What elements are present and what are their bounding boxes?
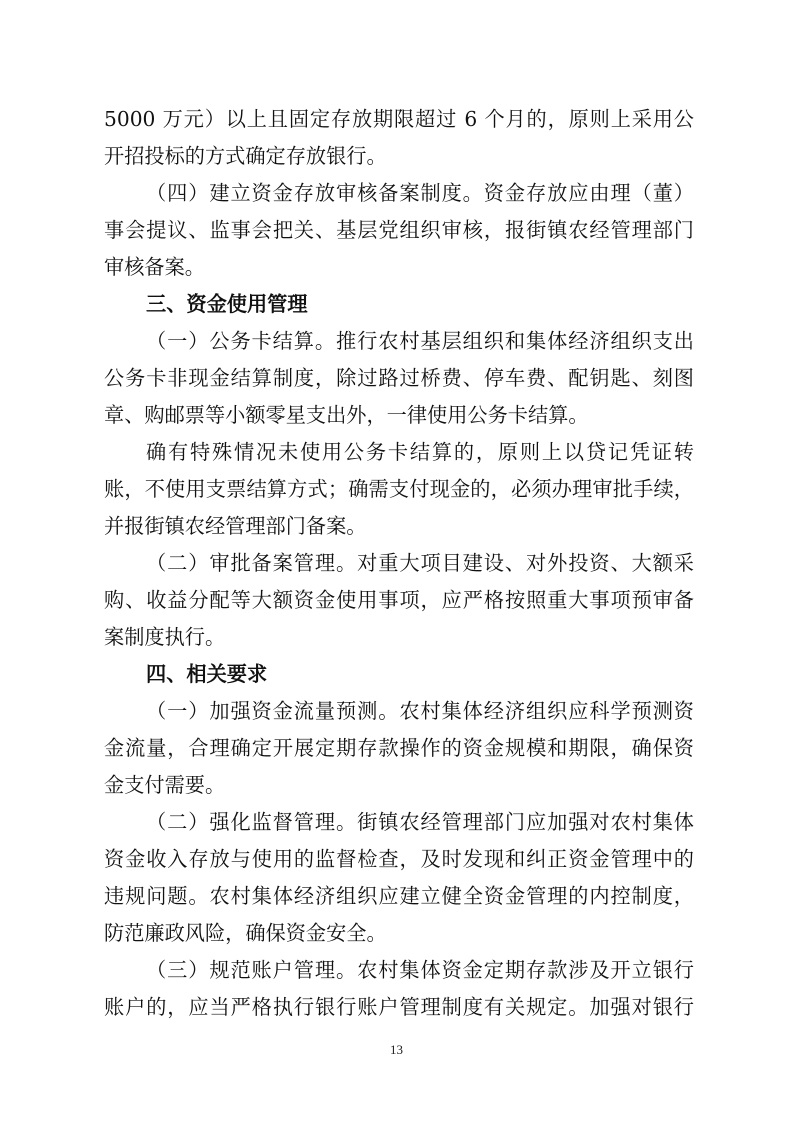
text-line: 购、收益分配等大额资金使用事项，应严格按照重大事项预审备 (104, 588, 694, 612)
text-line: （一）公务卡结算。推行农村基层组织和集体经济组织支出 (146, 329, 694, 353)
text-line: 5000 万元）以上且固定存放期限超过 6 个月的，原则上采用公 (104, 107, 694, 131)
text-line: 确有特殊情况未使用公务卡结算的，原则上以贷记凭证转 (146, 440, 694, 464)
text-line: （四）建立资金存放审核备案制度。资金存放应由理（董） (146, 181, 694, 205)
text-line: 金支付需要。 (104, 773, 226, 797)
text-line: 金流量，合理确定开展定期存款操作的资金规模和期限，确保资 (104, 736, 694, 760)
text-line: 资金收入存放与使用的监督检查，及时发现和纠正资金管理中的 (104, 847, 694, 871)
text-line: 事会提议、监事会把关、基层党组织审核，报街镇农经管理部门 (104, 218, 694, 242)
text-line: 防范廉政风险，确保资金安全。 (104, 921, 387, 945)
text-line: 案制度执行。 (104, 625, 226, 649)
body-text (104, 101, 694, 1026)
text-line: （二）审批备案管理。对重大项目建设、对外投资、大额采 (146, 551, 694, 575)
text-line: 开招投标的方式确定存放银行。 (104, 144, 387, 168)
text-line: （二）强化监督管理。街镇农经管理部门应加强对农村集体 (146, 810, 694, 834)
text-line: 账，不使用支票结算方式；确需支付现金的，必须办理审批手续， (104, 477, 694, 501)
text-line: 账户的，应当严格执行银行账户管理制度有关规定。加强对银行 (104, 995, 694, 1019)
text-line: 审核备案。 (104, 255, 205, 279)
text-line: 章、购邮票等小额零星支出外，一律使用公务卡结算。 (104, 403, 589, 427)
text-line: （一）加强资金流量预测。农村集体经济组织应科学预测资 (146, 699, 694, 723)
text-line: 公务卡非现金结算制度，除过路过桥费、停车费、配钥匙、刻图 (104, 366, 694, 390)
text-line: （三）规范账户管理。农村集体资金定期存款涉及开立银行 (146, 958, 694, 982)
text-line: 违规问题。农村集体经济组织应建立健全资金管理的内控制度， (104, 884, 694, 908)
text-line: 并报街镇农经管理部门备案。 (104, 514, 367, 538)
section-heading: 三、资金使用管理 (146, 292, 308, 316)
section-heading: 四、相关要求 (146, 662, 268, 686)
page-number: 13 (390, 1042, 403, 1057)
